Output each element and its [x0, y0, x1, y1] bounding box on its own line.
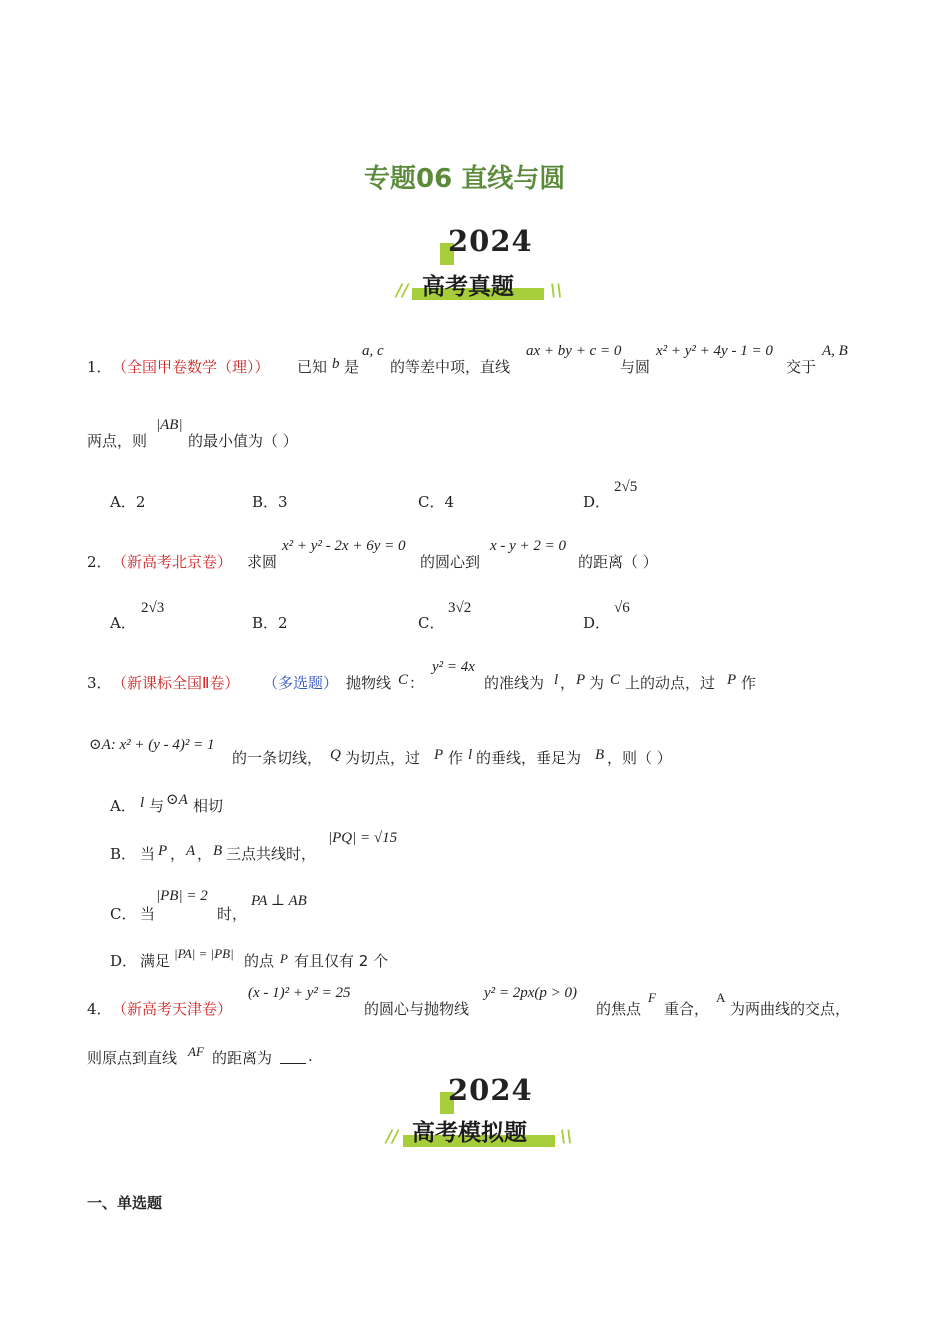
text: 相切 [193, 797, 224, 815]
math-var: C [610, 672, 621, 688]
option-label: B． [252, 493, 279, 511]
option-b[interactable] [252, 612, 288, 633]
text: 的距离（ ） [578, 553, 658, 571]
slash-right-icon: \\ [550, 281, 563, 301]
math-var: P [576, 672, 586, 688]
option-d[interactable] [583, 491, 610, 512]
option-label: B． [252, 614, 279, 632]
text: 是 [344, 358, 360, 376]
math-expression: |PB| = 2 [156, 888, 208, 904]
parabola-equation: y² = 2px(p > 0) [484, 985, 578, 1001]
option-value: 4 [444, 493, 455, 511]
part-heading: 一、单选题 [87, 1194, 163, 1212]
text: 的点 [244, 952, 275, 970]
question-number: 2． [87, 553, 112, 571]
circle-equation: (x - 1)² + y² = 25 [248, 985, 351, 1001]
circle-equation: x² + y² + 4y - 1 = 0 [656, 343, 773, 359]
parabola-equation: y² = 4x [432, 659, 475, 675]
option-b[interactable] [252, 491, 288, 512]
option-value: 2 [278, 614, 288, 632]
option-a[interactable] [110, 491, 145, 512]
section-year: 2024 [448, 1073, 533, 1107]
text: ， [560, 674, 576, 692]
option-d[interactable] [583, 612, 610, 633]
option-c[interactable] [418, 491, 454, 512]
math-expression: ⊙A [166, 792, 188, 808]
math-var: A [716, 990, 726, 1005]
math-expression: A, B [822, 343, 848, 359]
text: ， [197, 845, 213, 863]
option-label: C． [418, 614, 445, 632]
text: 交于 [786, 358, 817, 376]
option-label: B． [110, 845, 137, 863]
math-var: l [468, 747, 473, 763]
slash-right-icon: \\ [560, 1127, 573, 1147]
section-label: 高考真题 [422, 274, 514, 300]
math-var: C [398, 672, 409, 688]
text: ， [170, 845, 186, 863]
circle-equation: x² + y² - 2x + 6y = 0 [282, 538, 406, 554]
text: 已知 [297, 358, 328, 376]
page-title: 专题06 直线与圆 [364, 164, 566, 194]
math-var: P [727, 672, 737, 688]
math-var: l [140, 795, 145, 811]
math-var: F [648, 990, 656, 1005]
text: 时， [217, 905, 248, 923]
circle-a-equation: ⊙A: x² + (y - 4)² = 1 [89, 737, 215, 753]
option-d-value: 2√5 [614, 479, 638, 495]
math-var: B [213, 843, 223, 859]
line-equation: ax + by + c = 0 [526, 343, 622, 359]
option-a[interactable] [110, 612, 136, 633]
text: 上的动点，过 [625, 674, 716, 692]
option-a-value: 2√3 [141, 600, 165, 616]
text: 抛物线 [346, 674, 392, 692]
question-source: （新高考北京卷） [112, 553, 233, 571]
question-source: （全国甲卷数学（理）） [112, 358, 270, 376]
option-value: 2 [135, 493, 146, 511]
math-var: P [434, 747, 444, 763]
text: . [308, 1047, 313, 1065]
option-label: A． [110, 797, 136, 815]
answer-blank[interactable] [280, 1049, 306, 1064]
text: 的等差中项，直线 [390, 358, 511, 376]
option-c-value: 3√2 [448, 600, 472, 616]
text: 与圆 [620, 358, 651, 376]
question-source: （新高考天津卷） [112, 1000, 233, 1018]
text: 的圆心到 [420, 553, 481, 571]
text: 的圆心与抛物线 [364, 1000, 470, 1018]
line-equation: x - y + 2 = 0 [490, 538, 567, 554]
option-value: 3 [278, 493, 288, 511]
text: ： [409, 674, 425, 692]
text: 的焦点 [596, 1000, 642, 1018]
text: 与 [149, 797, 165, 815]
question-number: 3． [87, 674, 112, 692]
text: 为 [589, 674, 605, 692]
text: 的距离为 [212, 1049, 273, 1067]
math-var: P [280, 951, 288, 966]
option-label: A． [110, 493, 136, 511]
text: 三点共线时， [226, 845, 317, 863]
text: 满足 [140, 952, 171, 970]
text: 有且仅有 2 个 [294, 952, 389, 970]
text: 为两曲线的交点， [730, 1000, 851, 1018]
question-type-tag: （多选题） [263, 674, 339, 692]
option-label: D． [583, 614, 611, 632]
text: 为切点，过 [345, 749, 421, 767]
math-expression: |AB| [156, 417, 183, 433]
option-d-value: √6 [614, 600, 630, 616]
text: 作 [741, 674, 757, 692]
option-label: C． [110, 905, 137, 923]
math-expression: a, c [362, 343, 384, 359]
math-var: b [332, 356, 340, 372]
option-label: C． [418, 493, 445, 511]
section-label: 高考模拟题 [412, 1120, 527, 1146]
text: 的垂线，垂足为 [476, 749, 582, 767]
math-expression: |PQ| = √15 [328, 830, 398, 846]
option-label: D． [110, 952, 138, 970]
math-expression: |PA| = |PB| [174, 946, 234, 961]
option-c[interactable] [418, 612, 444, 633]
text: 则原点到直线 [87, 1049, 178, 1067]
question-source: （新课标全国Ⅱ卷） [112, 674, 240, 692]
text: 求圆 [247, 553, 278, 571]
slash-left-icon: // [396, 281, 409, 301]
text: 的准线为 [484, 674, 545, 692]
text: 两点，则 [87, 432, 148, 450]
text: 作 [448, 749, 464, 767]
math-var: P [158, 843, 168, 859]
question-number: 1． [87, 358, 112, 376]
question-number: 4． [87, 1000, 112, 1018]
math-expression: PA ⊥ AB [251, 893, 307, 909]
option-label: A． [110, 614, 136, 632]
text: 的一条切线， [232, 749, 323, 767]
math-var: l [554, 672, 559, 688]
math-expression: AF [188, 1044, 204, 1059]
option-label: D． [583, 493, 611, 511]
math-var: Q [330, 747, 341, 763]
slash-left-icon: // [386, 1127, 399, 1147]
text: 重合， [664, 1000, 710, 1018]
text: 当 [140, 845, 156, 863]
section-year: 2024 [448, 224, 533, 258]
text: 的最小值为（ ） [188, 432, 298, 450]
text: ，则（ ） [607, 749, 672, 767]
text: 当 [140, 905, 156, 923]
math-var: A [186, 843, 196, 859]
math-var: B [595, 747, 605, 763]
